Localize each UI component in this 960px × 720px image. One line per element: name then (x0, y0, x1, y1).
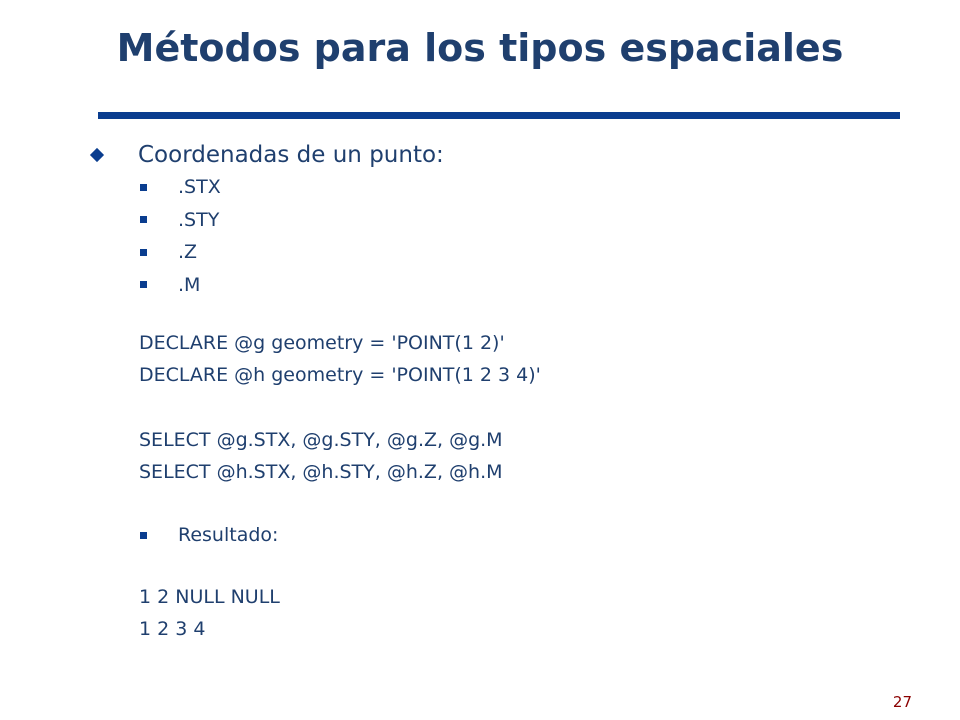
list-item-text: .M (178, 273, 201, 296)
result-label: Resultado: (178, 524, 279, 547)
main-bullet-text: Coordenadas de un punto: (138, 142, 444, 168)
list-item (140, 204, 221, 237)
page-number: 27 (892, 693, 912, 711)
declare-code-block (139, 327, 541, 391)
result-line: 1 2 3 4 (139, 618, 206, 640)
square-bullet-icon (140, 216, 147, 223)
square-bullet-icon (140, 184, 147, 191)
list-item-text: .Z (178, 241, 198, 264)
list-item (140, 519, 278, 552)
diamond-bullet-icon (90, 148, 104, 162)
code-line: SELECT @h.STX, @h.STY, @h.Z, @h.M (139, 461, 503, 483)
slide-title: Métodos para los tipos espaciales (116, 26, 844, 70)
code-line: DECLARE @g geometry = 'POINT(1 2)' (139, 332, 505, 354)
main-bullet (90, 140, 444, 170)
title-underline (98, 112, 900, 119)
result-line: 1 2 NULL NULL (139, 586, 280, 608)
list-item-text: .STY (178, 208, 220, 231)
list-item (140, 171, 221, 204)
code-line: SELECT @g.STX, @g.STY, @g.Z, @g.M (139, 429, 503, 451)
select-code-block (139, 424, 503, 488)
square-bullet-icon (140, 532, 147, 539)
square-bullet-icon (140, 281, 147, 288)
square-bullet-icon (140, 249, 147, 256)
list-item (140, 269, 221, 302)
result-output-block (139, 581, 280, 645)
coordinate-list (140, 171, 221, 301)
code-line: DECLARE @h geometry = 'POINT(1 2 3 4)' (139, 364, 541, 386)
list-item (140, 236, 221, 269)
result-bullet (140, 519, 278, 552)
list-item-text: .STX (178, 176, 221, 199)
